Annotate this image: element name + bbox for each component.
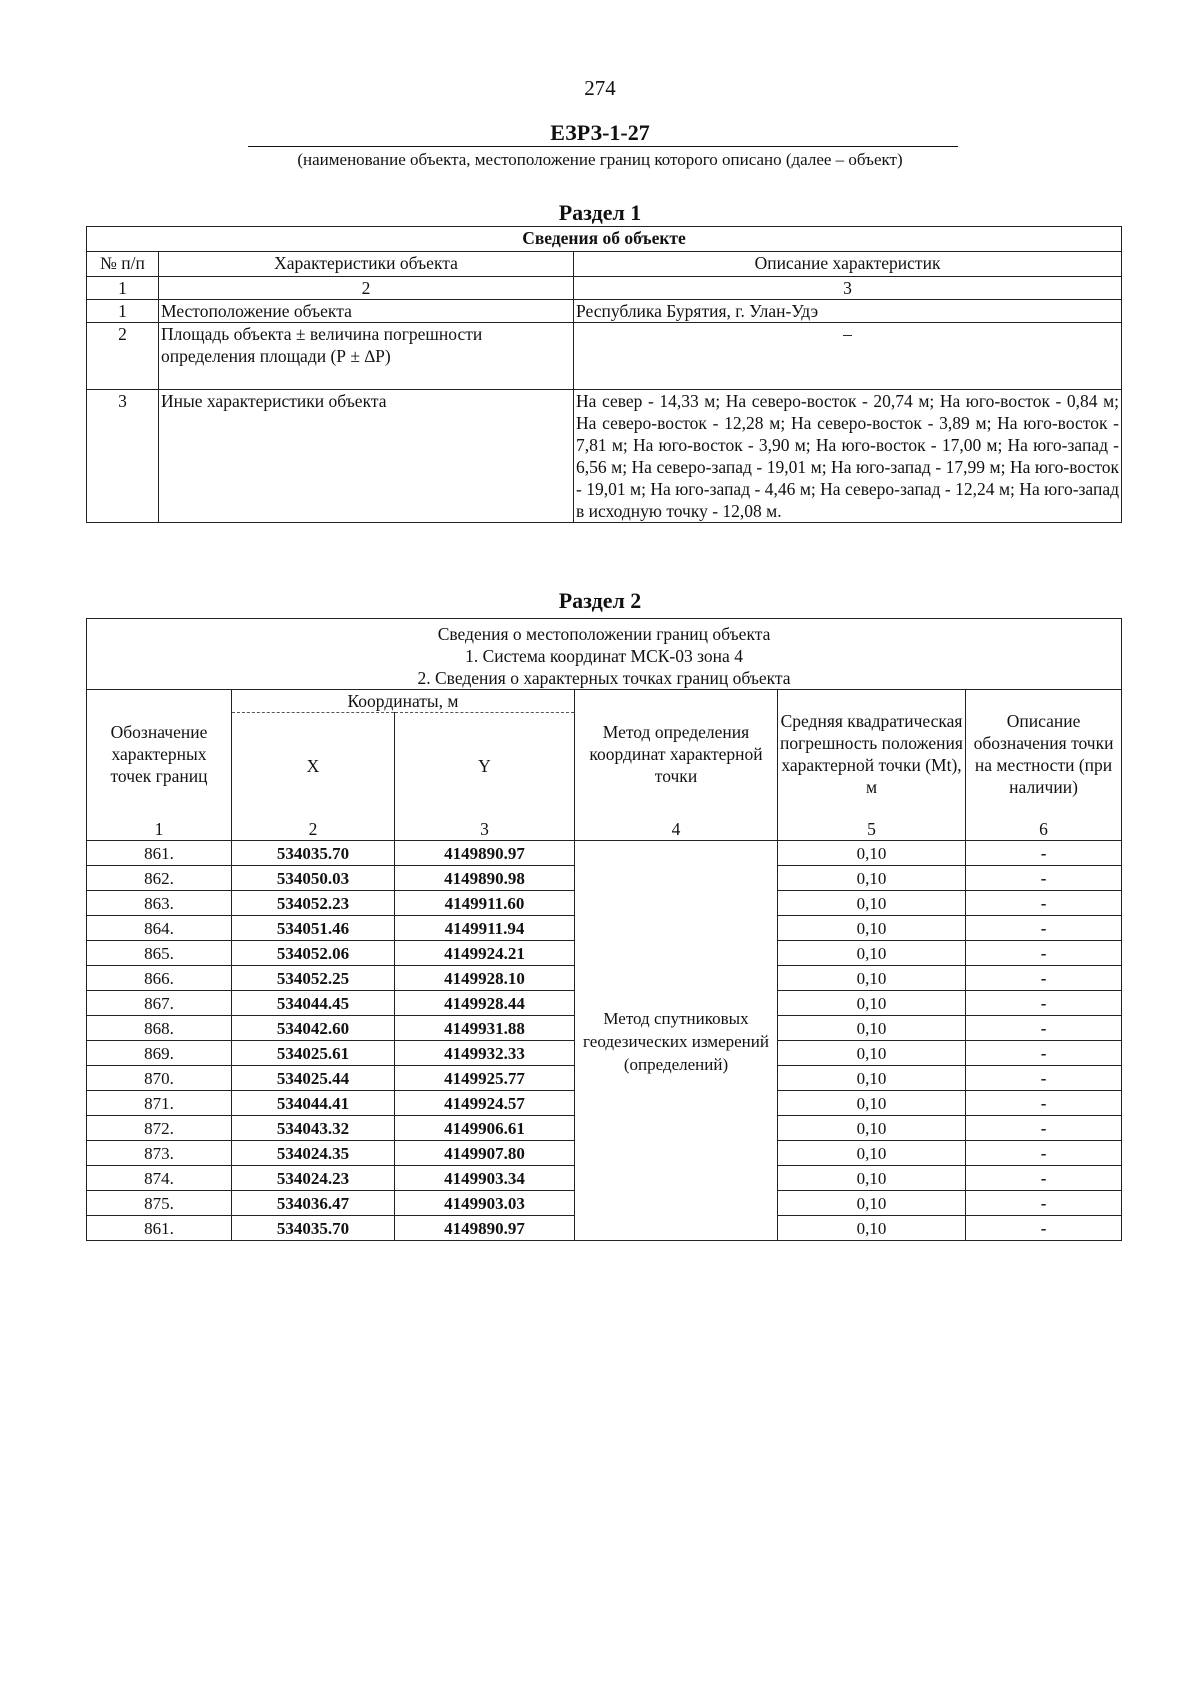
x-coordinate: 534044.45 — [232, 991, 395, 1016]
header-characteristic: Характеристики объекта — [159, 252, 574, 277]
point-description: - — [966, 1166, 1122, 1191]
point-label: 864. — [87, 916, 232, 941]
y-coordinate: 4149903.34 — [395, 1166, 575, 1191]
y-coordinate: 4149928.44 — [395, 991, 575, 1016]
table-row — [87, 323, 1122, 390]
mt-value: 0,10 — [778, 1166, 966, 1191]
point-label: 871. — [87, 1091, 232, 1116]
y-coordinate: 4149911.94 — [395, 916, 575, 941]
table2-title-line3: 2. Сведения о характерных точках границ объекта — [417, 668, 791, 688]
col-number: 2 — [232, 818, 395, 841]
x-coordinate: 534043.32 — [232, 1116, 395, 1141]
header-y: Y — [395, 713, 575, 819]
point-label: 873. — [87, 1141, 232, 1166]
page-number: 274 — [584, 76, 616, 100]
point-description: - — [966, 966, 1122, 991]
point-description: - — [966, 891, 1122, 916]
point-label: 870. — [87, 1066, 232, 1091]
characteristic-value: Республика Бурятия, г. Улан-Удэ — [574, 300, 1122, 323]
point-description: - — [966, 1091, 1122, 1116]
x-coordinate: 534035.70 — [232, 1216, 395, 1241]
object-name-underline — [248, 146, 958, 147]
point-description: - — [966, 1066, 1122, 1091]
mt-value: 0,10 — [778, 1191, 966, 1216]
row-number: 3 — [87, 390, 159, 523]
col-number: 3 — [395, 818, 575, 841]
header-error: Средняя квадратическая погрешность положения характерной точки (Mt), м — [778, 690, 966, 819]
mt-value: 0,10 — [778, 1016, 966, 1041]
point-label: 861. — [87, 841, 232, 866]
x-coordinate: 534024.23 — [232, 1166, 395, 1191]
point-description: - — [966, 916, 1122, 941]
point-description: - — [966, 866, 1122, 891]
point-label: 863. — [87, 891, 232, 916]
row-number: 1 — [87, 300, 159, 323]
y-coordinate: 4149906.61 — [395, 1116, 575, 1141]
col-number: 1 — [87, 277, 159, 300]
x-coordinate: 534052.06 — [232, 941, 395, 966]
header-point-description: Описание обозначения точки на местности (при наличии) — [966, 690, 1122, 819]
y-coordinate: 4149924.21 — [395, 941, 575, 966]
header-point: Обозначение характерных точек границ — [87, 690, 232, 819]
y-coordinate: 4149925.77 — [395, 1066, 575, 1091]
y-coordinate: 4149903.03 — [395, 1191, 575, 1216]
point-label: 875. — [87, 1191, 232, 1216]
object-info-table-title: Сведения об объекте — [87, 227, 1122, 252]
x-coordinate: 534025.44 — [232, 1066, 395, 1091]
point-label: 866. — [87, 966, 232, 991]
point-label: 867. — [87, 991, 232, 1016]
table-row — [87, 841, 1122, 866]
point-label: 872. — [87, 1116, 232, 1141]
x-coordinate: 534035.70 — [232, 841, 395, 866]
section1-title: Раздел 1 — [558, 200, 642, 225]
col-number: 1 — [87, 818, 232, 841]
y-coordinate: 4149911.60 — [395, 891, 575, 916]
header-x: X — [232, 713, 395, 819]
point-label: 868. — [87, 1016, 232, 1041]
characteristic-name: Местоположение объекта — [159, 300, 574, 323]
point-label: 869. — [87, 1041, 232, 1066]
mt-value: 0,10 — [778, 916, 966, 941]
characteristic-value: – — [574, 323, 1122, 390]
section2-title: Раздел 2 — [558, 588, 642, 613]
row-number: 2 — [87, 323, 159, 390]
x-coordinate: 534036.47 — [232, 1191, 395, 1216]
boundary-points-table — [86, 618, 1122, 1241]
x-coordinate: 534051.46 — [232, 916, 395, 941]
x-coordinate: 534050.03 — [232, 866, 395, 891]
mt-value: 0,10 — [778, 1066, 966, 1091]
object-info-table — [86, 226, 1122, 523]
y-coordinate: 4149924.57 — [395, 1091, 575, 1116]
table2-title-line2: 1. Система координат МСК-03 зона 4 — [465, 646, 743, 666]
table2-title — [87, 619, 1122, 690]
characteristic-name: Площадь объекта ± величина погрешности определения площади (Р ± ∆Р) — [159, 323, 574, 390]
header-method: Метод определения координат характерной точки — [575, 690, 778, 819]
mt-value: 0,10 — [778, 841, 966, 866]
mt-value: 0,10 — [778, 1141, 966, 1166]
point-description: - — [966, 1141, 1122, 1166]
y-coordinate: 4149907.80 — [395, 1141, 575, 1166]
characteristic-value: На север - 14,33 м; На северо-восток - 20,74 м; На юго-восток - 0,84 м; На северо-восток - 12,28 м; На северо-восток - 3,89 м; На юго-восток - 7,81 м; На юго-восток - 3,90 м; На юго-восток - 17,00 м; На юго-запад - 6,56 м; На северо-запад - 19,01 м; На юго-запад - 17,99 м; На юго-восток - 19,01 м; На юго-запад - 4,46 м; На северо-запад - 12,24 м; На юго-запад в исходную точку - 12,08 м. — [574, 390, 1122, 523]
mt-value: 0,10 — [778, 1091, 966, 1116]
mt-value: 0,10 — [778, 941, 966, 966]
point-label: 861. — [87, 1216, 232, 1241]
mt-value: 0,10 — [778, 1041, 966, 1066]
object-caption: (наименование объекта, местоположение границ которого описано (далее – объект) — [297, 150, 903, 169]
y-coordinate: 4149928.10 — [395, 966, 575, 991]
method-value: Метод спутниковых геодезических измерений (определений) — [575, 841, 778, 1241]
object-name: ЕЗРЗ-1-27 — [550, 120, 650, 145]
mt-value: 0,10 — [778, 1216, 966, 1241]
point-description: - — [966, 1041, 1122, 1066]
table-row — [87, 390, 1122, 523]
col-number: 5 — [778, 818, 966, 841]
header-coordinates: Координаты, м — [232, 690, 575, 713]
mt-value: 0,10 — [778, 966, 966, 991]
mt-value: 0,10 — [778, 1116, 966, 1141]
point-description: - — [966, 1116, 1122, 1141]
point-label: 874. — [87, 1166, 232, 1191]
header-description: Описание характеристик — [574, 252, 1122, 277]
col-number: 2 — [159, 277, 574, 300]
x-coordinate: 534052.25 — [232, 966, 395, 991]
col-number: 4 — [575, 818, 778, 841]
point-description: - — [966, 941, 1122, 966]
x-coordinate: 534024.35 — [232, 1141, 395, 1166]
y-coordinate: 4149931.88 — [395, 1016, 575, 1041]
characteristic-name: Иные характеристики объекта — [159, 390, 574, 523]
point-label: 865. — [87, 941, 232, 966]
col-number: 6 — [966, 818, 1122, 841]
mt-value: 0,10 — [778, 891, 966, 916]
col-number: 3 — [574, 277, 1122, 300]
point-description: - — [966, 1016, 1122, 1041]
point-description: - — [966, 991, 1122, 1016]
x-coordinate: 534025.61 — [232, 1041, 395, 1066]
x-coordinate: 534044.41 — [232, 1091, 395, 1116]
point-description: - — [966, 1216, 1122, 1241]
point-description: - — [966, 841, 1122, 866]
point-label: 862. — [87, 866, 232, 891]
mt-value: 0,10 — [778, 866, 966, 891]
y-coordinate: 4149890.98 — [395, 866, 575, 891]
x-coordinate: 534042.60 — [232, 1016, 395, 1041]
y-coordinate: 4149890.97 — [395, 1216, 575, 1241]
y-coordinate: 4149932.33 — [395, 1041, 575, 1066]
x-coordinate: 534052.23 — [232, 891, 395, 916]
header-num: № п/п — [87, 252, 159, 277]
table-row — [87, 300, 1122, 323]
point-description: - — [966, 1191, 1122, 1216]
table2-title-line1: Сведения о местоположении границ объекта — [437, 624, 771, 644]
mt-value: 0,10 — [778, 991, 966, 1016]
y-coordinate: 4149890.97 — [395, 841, 575, 866]
